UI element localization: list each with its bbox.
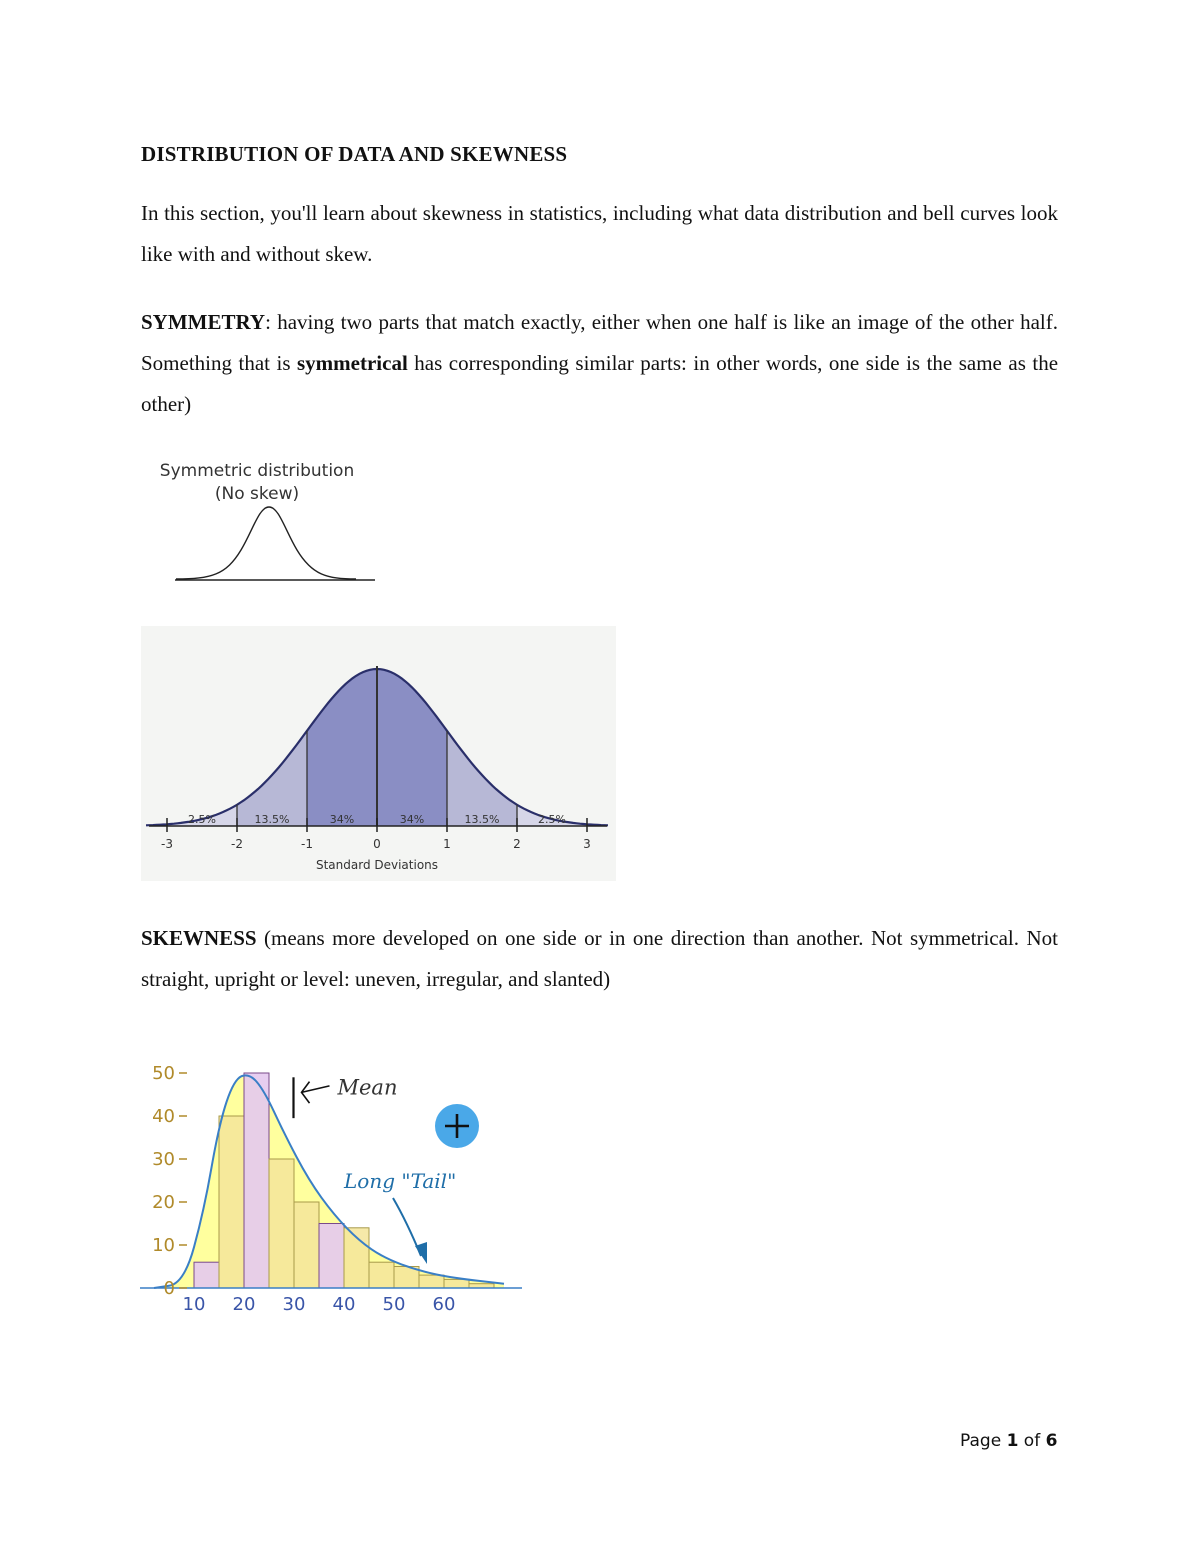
histogram-bar [269, 1159, 294, 1288]
normal-x-axis-label: Standard Deviations [315, 858, 439, 872]
skew-x-tick-label: 60 [432, 1294, 456, 1315]
symmetry-text-a: : having two parts that match exactly, either when one half is like an image of the other half. Something that is [141, 310, 1058, 375]
page-footer [960, 1431, 1057, 1451]
histogram-bar [219, 1116, 244, 1288]
intro-paragraph: In this section, you'll learn about skewness in statistics, including what data distribution and bell curves look like with and without skew. [141, 201, 1058, 266]
skew-x-tick-label: 30 [282, 1294, 306, 1315]
skew-y-tick-label: 40 [152, 1106, 175, 1127]
symmetric-figure-title-line2: (No skew) [214, 484, 300, 504]
normal-distribution-chart [141, 626, 616, 881]
footer-page-number: 1 [1006, 1431, 1019, 1451]
skew-x-ticks [183, 1294, 456, 1315]
histogram-bar [294, 1202, 319, 1288]
skew-x-tick-label: 10 [182, 1294, 206, 1315]
normal-region-label: 34% [329, 813, 355, 826]
normal-tick-label: -1 [301, 837, 313, 851]
mean-arrow [302, 1082, 330, 1104]
normal-region-label: 13.5% [254, 813, 290, 826]
normal-tick-label: 2 [513, 837, 521, 851]
long-tail-annotation: Long "Tail" [344, 1169, 457, 1193]
normal-tick-label: 0 [373, 837, 381, 851]
histogram-bar [319, 1224, 344, 1289]
histogram-bar [194, 1262, 219, 1288]
footer-of-label: of [1018, 1431, 1046, 1451]
histogram-bar [369, 1262, 394, 1288]
skew-y-tick-label: 20 [152, 1192, 175, 1213]
skew-y-tick-label: 10 [152, 1235, 175, 1256]
zoom-plus-icon[interactable] [435, 1104, 479, 1148]
normal-tick-label: 3 [583, 837, 591, 851]
histogram-bar [419, 1275, 444, 1288]
skewness-term: SKEWNESS [141, 926, 257, 950]
skew-y-tick-label: 0 [163, 1278, 175, 1299]
normal-region-label: 2.5% [188, 813, 216, 826]
normal-tick-label: -3 [161, 837, 173, 851]
normal-tick-label: -2 [231, 837, 243, 851]
histogram-bar [444, 1279, 469, 1288]
skewed-histogram-chart [135, 1050, 530, 1320]
symmetric-bell-curve [176, 507, 356, 579]
symmetrical-term: symmetrical [297, 351, 408, 375]
footer-page-label: Page [960, 1431, 1007, 1451]
normal-region-label: 2.5% [538, 813, 566, 826]
symmetry-text-b: has corresponding similar parts: in other words, one side is the same as the other) [141, 351, 1059, 416]
document-title: DISTRIBUTION OF DATA AND SKEWNESS [141, 142, 568, 166]
mean-annotation: Mean [337, 1075, 398, 1100]
skew-x-tick-label: 20 [232, 1294, 256, 1315]
normal-tick-label: 1 [443, 837, 451, 851]
skew-x-tick-label: 40 [332, 1294, 356, 1315]
symmetric-distribution-figure [141, 455, 381, 590]
symmetry-term: SYMMETRY [141, 310, 266, 334]
normal-region-label: 13.5% [464, 813, 500, 826]
skew-y-tick-label: 30 [152, 1149, 175, 1170]
symmetric-figure-title-line1: Symmetric distribution [159, 461, 355, 481]
histogram-bar [244, 1073, 269, 1288]
symmetry-paragraph [141, 302, 1058, 425]
skew-y-ticks [152, 1063, 187, 1299]
skewness-paragraph [141, 918, 1058, 1000]
skew-x-tick-label: 50 [382, 1294, 406, 1315]
skew-y-tick-label: 50 [152, 1063, 175, 1084]
skewness-text: (means more developed on one side or in one direction than another. Not symmetrical. Not straight, upright or level: uneven, irregular, and slanted) [141, 926, 1058, 991]
normal-region-label: 34% [399, 813, 425, 826]
footer-page-total: 6 [1045, 1431, 1058, 1451]
